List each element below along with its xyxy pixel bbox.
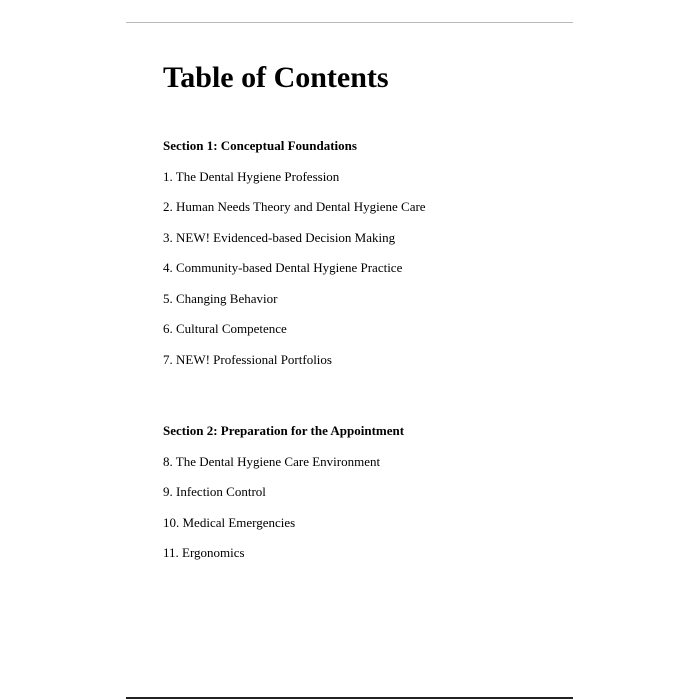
- chapter-item: 8. The Dental Hygiene Care Environment: [163, 453, 381, 469]
- chapter-item: 3. NEW! Evidenced-based Decision Making: [163, 229, 396, 245]
- section-heading: Section 1: Conceptual Foundations: [163, 138, 357, 153]
- section-heading: Section 2: Preparation for the Appointment: [163, 423, 405, 438]
- section-1: [163, 137, 583, 369]
- chapter-item: 2. Human Needs Theory and Dental Hygiene Care: [163, 199, 426, 214]
- bottom-divider: [126, 697, 573, 699]
- chapter-item: 4. Community-based Dental Hygiene Practice: [163, 260, 403, 275]
- top-divider: [126, 22, 573, 23]
- chapter-item: 9. Infection Control: [163, 484, 266, 499]
- chapter-item: 10. Medical Emergencies: [163, 514, 296, 530]
- chapter-item: 6. Cultural Competence: [163, 321, 287, 336]
- chapter-item: 11. Ergonomics: [163, 545, 245, 560]
- chapter-list: [163, 168, 583, 369]
- chapter-item: 5. Changing Behavior: [163, 290, 278, 306]
- chapter-item: 1. The Dental Hygiene Profession: [163, 168, 340, 184]
- chapter-item: 7. NEW! Professional Portfolios: [163, 351, 332, 367]
- chapter-list: [163, 453, 583, 563]
- section-2: [163, 422, 583, 562]
- page-title: Table of Contents: [163, 61, 389, 94]
